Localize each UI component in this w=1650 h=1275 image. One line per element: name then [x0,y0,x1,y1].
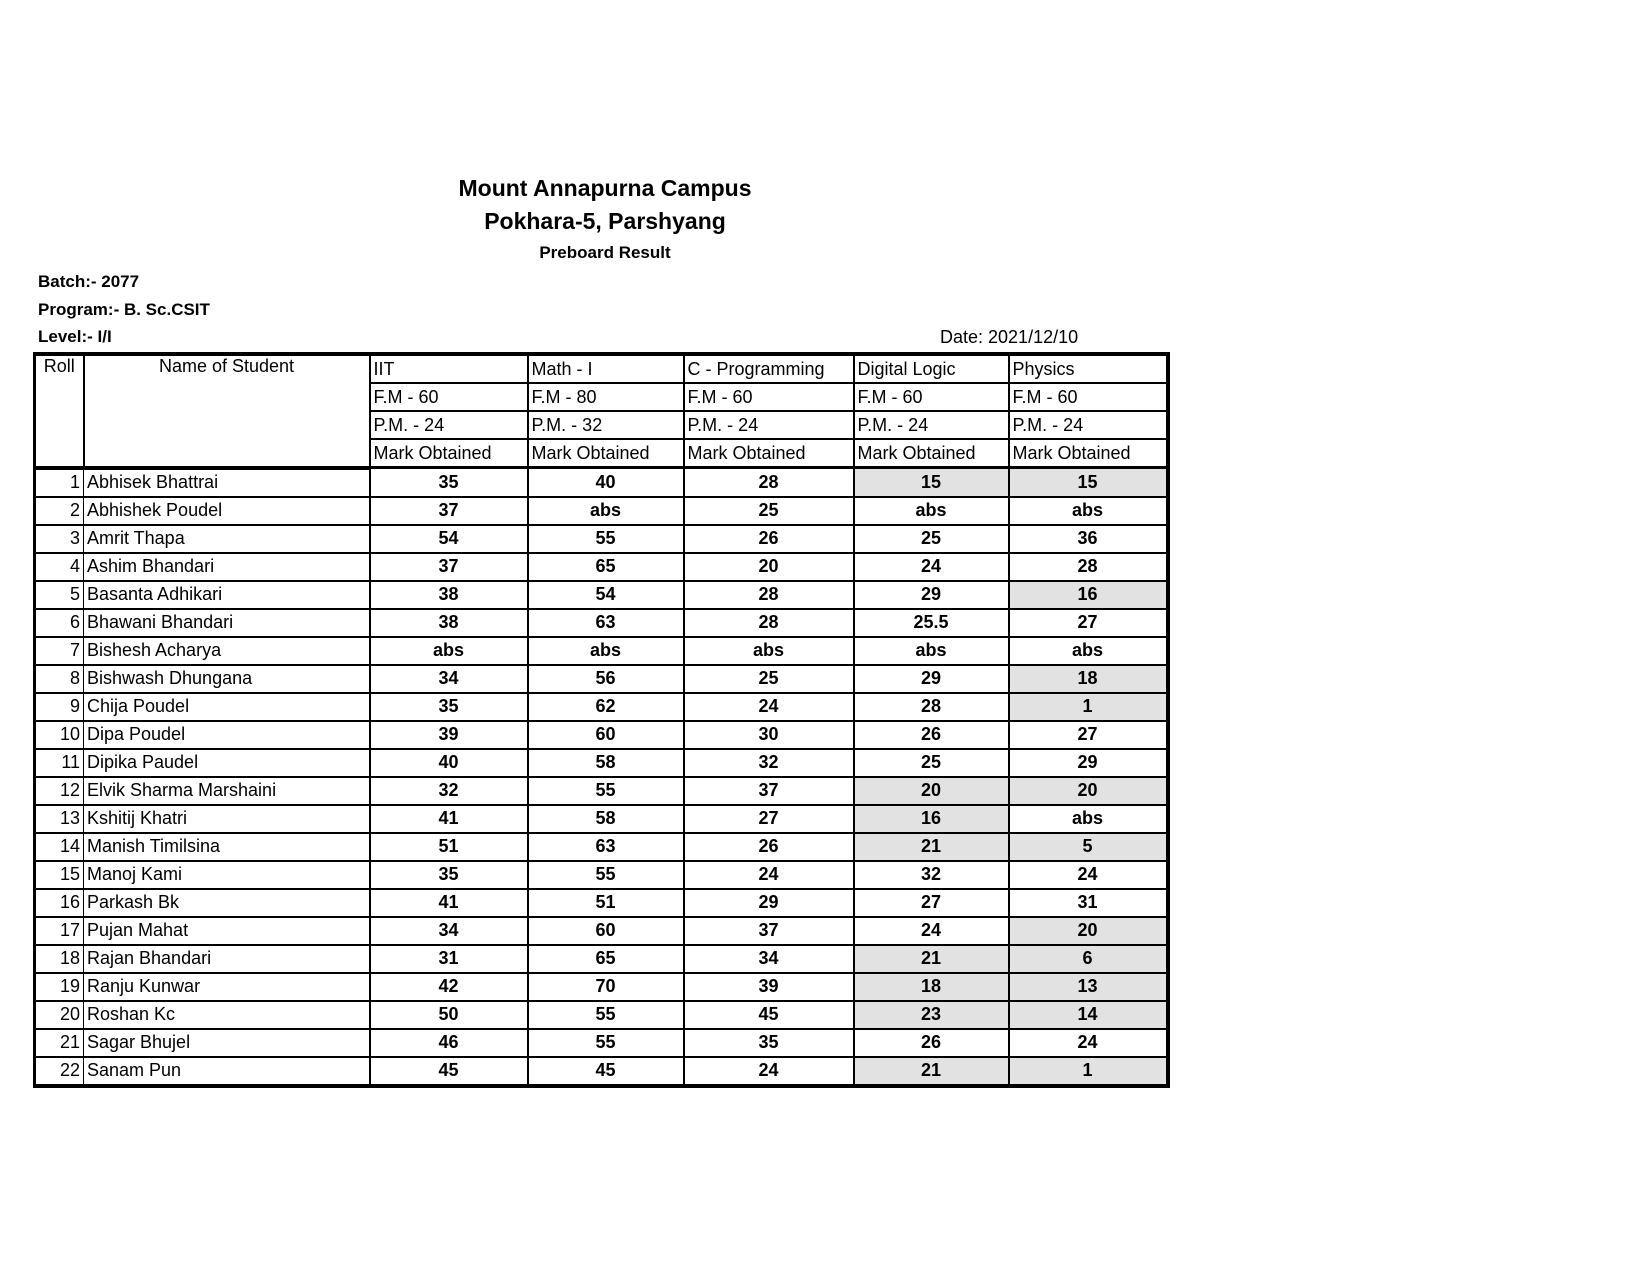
institution-address: Pokhara-5, Parshyang [484,208,726,234]
mark-cell: 18 [1009,665,1168,693]
mark-cell: 27 [684,805,854,833]
mark-cell: 25.5 [854,609,1009,637]
mark-cell: 13 [1009,973,1168,1001]
table-row [35,525,1168,553]
mark-cell: 65 [528,945,684,973]
mark-cell: 24 [854,917,1009,945]
student-name-cell: Amrit Thapa [84,525,370,553]
mark-cell: 25 [854,749,1009,777]
subject-name: Math - I [528,354,684,383]
program-label: Program:- B. Sc.CSIT [38,300,210,319]
table-row [35,468,1168,497]
table-row [35,917,1168,945]
mark-cell: 20 [684,553,854,581]
student-name-cell: Manish Timilsina [84,833,370,861]
student-name-cell: Ashim Bhandari [84,553,370,581]
full-marks: F.M - 60 [370,383,528,411]
mark-cell: 34 [684,945,854,973]
roll-cell: 9 [35,693,84,721]
mark-cell: abs [528,637,684,665]
mark-cell: 21 [854,833,1009,861]
mark-cell: 34 [370,665,528,693]
mark-cell: 60 [528,917,684,945]
mark-cell: 35 [370,693,528,721]
roll-cell: 14 [35,833,84,861]
mark-obtained-label: Mark Obtained [370,439,528,468]
subject-name: C - Programming [684,354,854,383]
mark-cell: 63 [528,833,684,861]
pass-marks: P.M. - 24 [684,411,854,439]
mark-cell: 37 [684,917,854,945]
table-row [35,721,1168,749]
student-name-cell: Ranju Kunwar [84,973,370,1001]
mark-cell: 15 [1009,468,1168,497]
mark-cell: 29 [854,581,1009,609]
table-row [35,945,1168,973]
result-date: Date: 2021/12/10 [940,327,1079,347]
mark-cell: 29 [1009,749,1168,777]
mark-cell: 58 [528,749,684,777]
full-marks: F.M - 60 [684,383,854,411]
pass-marks: P.M. - 24 [370,411,528,439]
table-row [35,1029,1168,1057]
mark-cell: 26 [854,1029,1009,1057]
mark-cell: 58 [528,805,684,833]
mark-cell: 29 [684,889,854,917]
roll-cell: 8 [35,665,84,693]
full-marks: F.M - 60 [854,383,1009,411]
mark-cell: 31 [1009,889,1168,917]
roll-cell: 22 [35,1057,84,1086]
roll-cell: 2 [35,497,84,525]
mark-cell: 27 [854,889,1009,917]
mark-cell: 14 [1009,1001,1168,1029]
mark-cell: 45 [370,1057,528,1086]
mark-cell: 28 [1009,553,1168,581]
pass-marks: P.M. - 24 [854,411,1009,439]
roll-cell: 10 [35,721,84,749]
full-marks: F.M - 80 [528,383,684,411]
mark-cell: 28 [684,581,854,609]
student-name-cell: Manoj Kami [84,861,370,889]
mark-cell: 35 [370,861,528,889]
roll-cell: 15 [35,861,84,889]
student-name-cell: Roshan Kc [84,1001,370,1029]
mark-cell: 55 [528,1001,684,1029]
mark-cell: 26 [684,525,854,553]
mark-cell: 24 [1009,861,1168,889]
mark-cell: 38 [370,609,528,637]
mark-cell: 25 [684,665,854,693]
mark-cell: 28 [684,468,854,497]
table-row [35,637,1168,665]
mark-cell: 24 [1009,1029,1168,1057]
table-row [35,805,1168,833]
mark-cell: 41 [370,805,528,833]
institution-name: Mount Annapurna Campus [458,175,752,201]
mark-cell: 45 [684,1001,854,1029]
roll-cell: 13 [35,805,84,833]
mark-cell: 40 [370,749,528,777]
mark-cell: abs [1009,497,1168,525]
mark-cell: 31 [370,945,528,973]
mark-cell: 36 [1009,525,1168,553]
table-row [35,553,1168,581]
roll-cell: 5 [35,581,84,609]
mark-cell: 60 [528,721,684,749]
mark-cell: 55 [528,861,684,889]
mark-cell: 41 [370,889,528,917]
mark-cell: 54 [528,581,684,609]
student-name-cell: Parkash Bk [84,889,370,917]
mark-cell: abs [854,637,1009,665]
roll-cell: 12 [35,777,84,805]
roll-cell: 1 [35,468,84,497]
mark-cell: 25 [684,497,854,525]
mark-cell: 26 [684,833,854,861]
student-name-cell: Dipa Poudel [84,721,370,749]
mark-cell: 1 [1009,1057,1168,1086]
subject-name: Physics [1009,354,1168,383]
mark-cell: abs [1009,637,1168,665]
mark-obtained-label: Mark Obtained [854,439,1009,468]
roll-cell: 17 [35,917,84,945]
mark-cell: abs [370,637,528,665]
mark-cell: 21 [854,945,1009,973]
roll-cell: 7 [35,637,84,665]
mark-cell: 55 [528,1029,684,1057]
table-header [35,354,1168,468]
table-row [35,1001,1168,1029]
pass-marks: P.M. - 24 [1009,411,1168,439]
mark-cell: 23 [854,1001,1009,1029]
mark-cell: 37 [684,777,854,805]
mark-cell: 51 [528,889,684,917]
mark-cell: 50 [370,1001,528,1029]
table-row [35,861,1168,889]
mark-cell: 32 [370,777,528,805]
student-name-cell: Rajan Bhandari [84,945,370,973]
mark-cell: 20 [854,777,1009,805]
student-name-cell: Elvik Sharma Marshaini [84,777,370,805]
mark-cell: 45 [528,1057,684,1086]
level-label: Level:- I/I [38,327,112,346]
mark-cell: 1 [1009,693,1168,721]
roll-cell: 4 [35,553,84,581]
mark-cell: 56 [528,665,684,693]
student-name-cell: Chija Poudel [84,693,370,721]
mark-obtained-label: Mark Obtained [684,439,854,468]
roll-cell: 20 [35,1001,84,1029]
roll-cell: 21 [35,1029,84,1057]
mark-cell: 46 [370,1029,528,1057]
roll-cell: 6 [35,609,84,637]
full-marks: F.M - 60 [1009,383,1168,411]
student-name-cell: Sagar Bhujel [84,1029,370,1057]
mark-cell: 20 [1009,917,1168,945]
roll-header: Roll [35,354,84,468]
mark-cell: 28 [684,609,854,637]
student-name-cell: Basanta Adhikari [84,581,370,609]
pass-marks: P.M. - 32 [528,411,684,439]
roll-cell: 11 [35,749,84,777]
mark-cell: 25 [854,525,1009,553]
table-row [35,833,1168,861]
mark-cell: abs [1009,805,1168,833]
mark-cell: 37 [370,497,528,525]
mark-cell: 35 [370,468,528,497]
mark-cell: 54 [370,525,528,553]
table-row [35,749,1168,777]
roll-cell: 3 [35,525,84,553]
mark-cell: 32 [854,861,1009,889]
student-name-cell: Sanam Pun [84,1057,370,1086]
mark-cell: abs [528,497,684,525]
mark-cell: 70 [528,973,684,1001]
table-row [35,581,1168,609]
result-table [33,352,1170,1088]
mark-cell: 28 [854,693,1009,721]
table-row [35,665,1168,693]
mark-cell: 39 [684,973,854,1001]
mark-cell: 39 [370,721,528,749]
student-name-cell: Kshitij Khatri [84,805,370,833]
mark-cell: 55 [528,525,684,553]
subject-name: Digital Logic [854,354,1009,383]
student-name-cell: Pujan Mahat [84,917,370,945]
mark-cell: 18 [854,973,1009,1001]
mark-cell: 29 [854,665,1009,693]
mark-obtained-label: Mark Obtained [528,439,684,468]
student-name-cell: Bishwash Dhungana [84,665,370,693]
mark-cell: 65 [528,553,684,581]
roll-cell: 18 [35,945,84,973]
table-row [35,1057,1168,1086]
mark-cell: 20 [1009,777,1168,805]
table-row [35,973,1168,1001]
student-name-cell: Bhawani Bhandari [84,609,370,637]
mark-cell: 5 [1009,833,1168,861]
table-row [35,497,1168,525]
mark-cell: 16 [1009,581,1168,609]
mark-cell: 24 [684,693,854,721]
mark-cell: 35 [684,1029,854,1057]
mark-cell: 21 [854,1057,1009,1086]
mark-cell: 51 [370,833,528,861]
mark-cell: 42 [370,973,528,1001]
mark-cell: 26 [854,721,1009,749]
table-row [35,777,1168,805]
table-row [35,889,1168,917]
mark-cell: 62 [528,693,684,721]
mark-cell: abs [684,637,854,665]
name-header: Name of Student [84,354,370,468]
student-name-cell: Bishesh Acharya [84,637,370,665]
student-name-cell: Abhisek Bhattrai [84,468,370,497]
mark-cell: 32 [684,749,854,777]
student-name-cell: Dipika Paudel [84,749,370,777]
mark-cell: abs [854,497,1009,525]
mark-cell: 38 [370,581,528,609]
student-name-cell: Abhishek Poudel [84,497,370,525]
mark-cell: 24 [684,861,854,889]
batch-label: Batch:- 2077 [38,272,140,291]
mark-cell: 37 [370,553,528,581]
mark-cell: 16 [854,805,1009,833]
exam-title: Preboard Result [539,243,671,262]
mark-cell: 27 [1009,721,1168,749]
mark-cell: 55 [528,777,684,805]
mark-cell: 15 [854,468,1009,497]
roll-cell: 16 [35,889,84,917]
roll-cell: 19 [35,973,84,1001]
mark-cell: 6 [1009,945,1168,973]
table-row [35,609,1168,637]
mark-cell: 24 [854,553,1009,581]
mark-cell: 27 [1009,609,1168,637]
mark-obtained-label: Mark Obtained [1009,439,1168,468]
mark-cell: 63 [528,609,684,637]
mark-cell: 40 [528,468,684,497]
table-row [35,693,1168,721]
mark-cell: 30 [684,721,854,749]
table-body [35,468,1168,1086]
subject-name: IIT [370,354,528,383]
mark-cell: 24 [684,1057,854,1086]
mark-cell: 34 [370,917,528,945]
